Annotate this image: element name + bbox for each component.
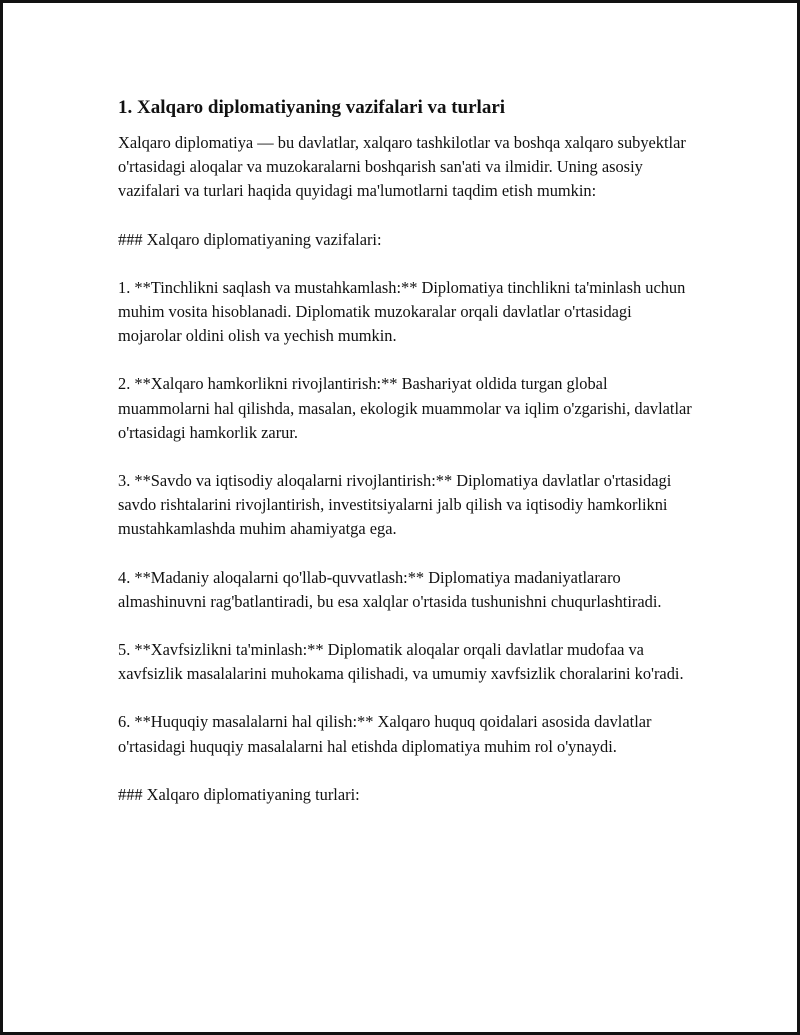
intro-paragraph: Xalqaro diplomatiya — bu davlatlar, xalqaro tashkilotlar va boshqa xalqaro subyektlar o'rtasidagi aloqalar va muzokaralarni boshqarish san'ati va ilmidir. Uning asosiy vazifalari va turlari haqida quyidagi ma'lumotlarni taqdim etish mumkin: [118, 133, 686, 201]
list-item: 6. **Huquqiy masalalarni hal qilish:** Xalqaro huquq qoidalari asosida davlatlar o'rtasidagi huquqiy masalalarni hal etishda diplomatiya muhim rol o'ynaydi. [118, 712, 652, 756]
section-heading-functions: ### Xalqaro diplomatiyaning vazifalari: [118, 229, 382, 249]
list-item: 2. **Xalqaro hamkorlikni rivojlantirish:** Bashariyat oldida turgan global muammolarni hal qilishda, masalan, ekologik muammolar va iqlim o'zgarishi, davlatlar o'rtasidagi hamkorlik zarur. [118, 374, 692, 442]
document-heading: 1. Xalqaro diplomatiyaning vazifalari va turlari [118, 97, 506, 118]
section-heading-types: ### Xalqaro diplomatiyaning turlari: [118, 784, 360, 804]
list-item: 5. **Xavfsizlikni ta'minlash:** Diplomatik aloqalar orqali davlatlar mudofaa va xavfsizlik masalalarini muhokama qilishadi, va umumiy xavfsizlik choralarini ko'radi. [118, 640, 684, 684]
list-item: 3. **Savdo va iqtisodiy aloqalarni rivojlantirish:** Diplomatiya davlatlar o'rtasidagi savdo rishtalarini rivojlantirish, investitsiyalarni jalb qilish va iqtisodiy hamkorlikni mustahkamlashda muhim ahamiyatga ega. [118, 471, 672, 539]
document-body [118, 95, 698, 831]
list-item: 4. **Madaniy aloqalarni qo'llab-quvvatlash:** Diplomatiya madaniyatlararo almashinuvni rag'batlantiradi, bu esa xalqlar o'rtasida tushunishni chuqurlashtiradi. [118, 567, 662, 611]
list-item: 1. **Tinchlikni saqlash va mustahkamlash:** Diplomatiya tinchlikni ta'minlash uchun muhim vosita hisoblanadi. Diplomatik muzokaralar orqali davlatlar o'rtasidagi mojarolar oldini olish va yechish mumkin. [118, 277, 686, 346]
